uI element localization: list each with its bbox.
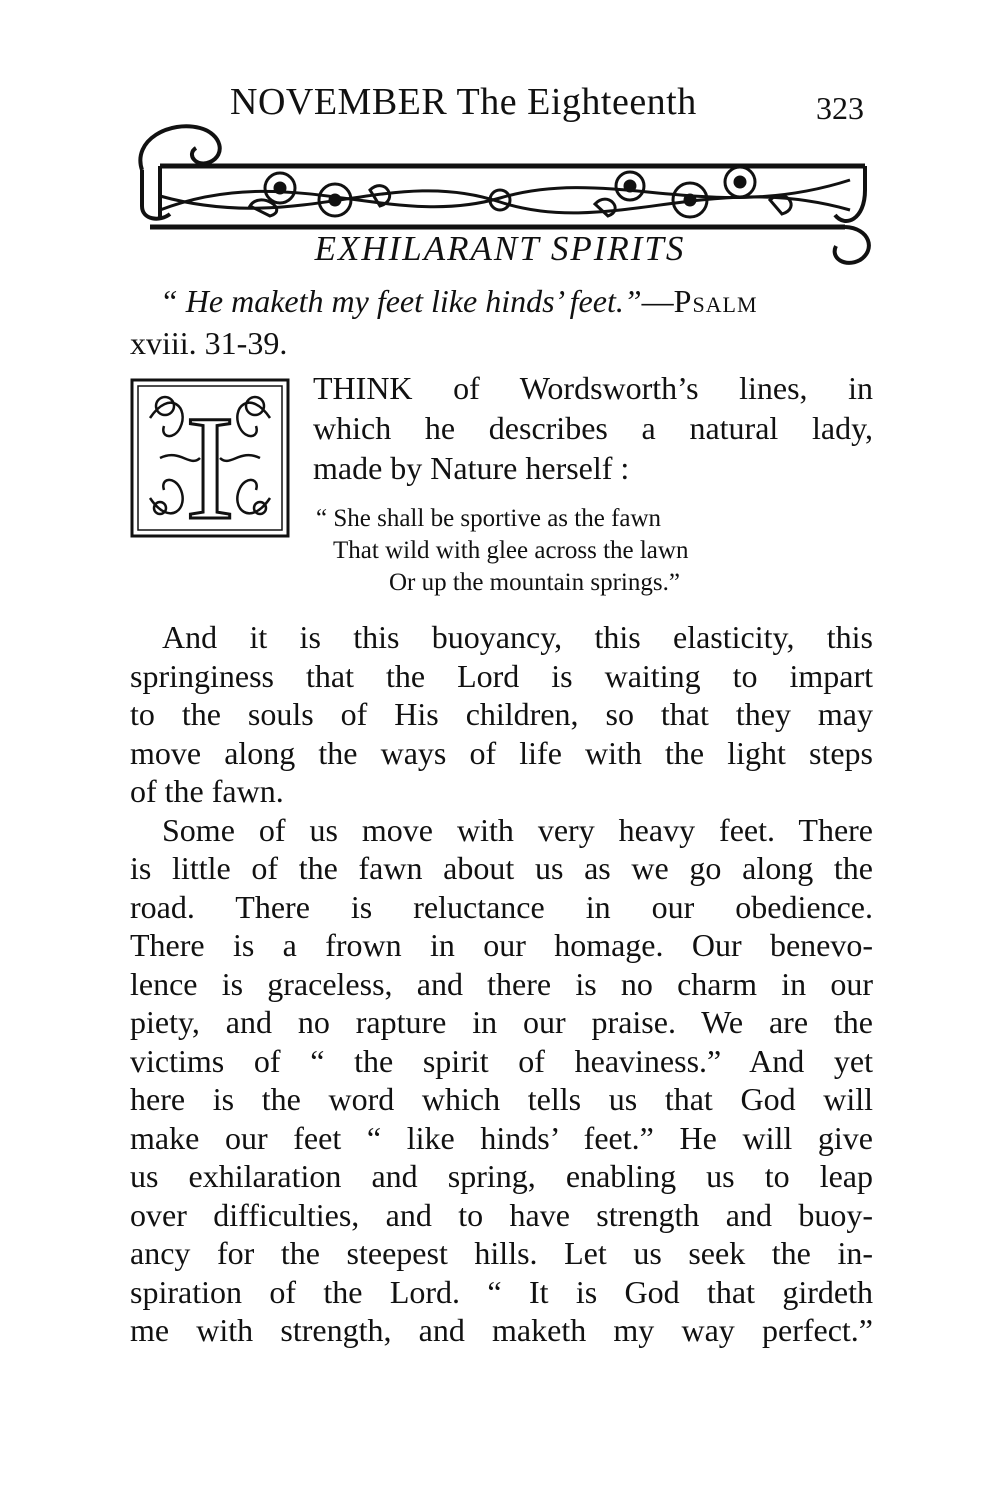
paragraph-1-line: move along the ways of life with the light steps: [130, 734, 873, 771]
paragraph-2-line: us exhilaration and spring, enabling us to leap: [130, 1158, 873, 1194]
paragraph-2-line: Some of us move with very heavy feet. There: [162, 811, 873, 848]
paragraph-2-line: me with strength, and maketh my way perfect.”: [130, 1312, 873, 1348]
epigraph-line-1: [130, 280, 875, 322]
poem-quotation: [313, 503, 873, 599]
body-text: [130, 618, 873, 1350]
paragraph-1-line: to the souls of His children, so that they may: [130, 696, 873, 732]
epigraph-quote: “ He maketh my feet like hinds’ feet.”: [160, 283, 642, 319]
intro-line: THINK of Wordsworth’s lines, in: [313, 370, 873, 406]
paragraph-2-line: road. There is reluctance in our obedience.: [130, 888, 873, 925]
epigraph: [130, 280, 875, 364]
paragraph-2-line: piety, and no rapture in our praise. We are the: [130, 1004, 873, 1040]
decorated-drop-cap: [130, 378, 290, 538]
paragraph-2-line: is little of the fawn about us as we go along the: [130, 850, 873, 886]
chapter-title: EXHILARANT SPIRITS: [314, 229, 686, 268]
paragraph-2-line: victims of “ the spirit of heaviness.” And yet: [130, 1042, 873, 1079]
paragraph-2-line: make our feet “ like hinds’ feet.” He will give: [130, 1119, 873, 1156]
paragraph-2-line: lence is graceless, and there is no charm in our: [130, 965, 873, 1002]
intro-paragraph: [313, 368, 873, 488]
paragraph-2-line: spiration of the Lord. “ It is God that girdeth: [130, 1273, 873, 1310]
poem-line: That wild with glee across the lawn: [333, 537, 689, 564]
paragraph-1-line: And it is this buoyancy, this elasticity, this: [162, 619, 873, 655]
intro-line: made by Nature herself :: [313, 450, 630, 486]
poem-line: “ She shall be sportive as the fawn: [316, 505, 662, 532]
paragraph-2-line: here is the word which tells us that God will: [130, 1081, 873, 1117]
intro-line: which he describes a natural lady,: [313, 410, 873, 446]
poem-line: Or up the mountain springs.”: [389, 569, 680, 596]
epigraph-dash: —: [641, 283, 674, 319]
paragraph-1-line: of the fawn.: [130, 773, 284, 809]
drop-cap-letter: I: [185, 385, 235, 538]
epigraph-reference: Psalm: [673, 283, 758, 319]
epigraph-reference-verses: xviii. 31-39.: [130, 325, 288, 361]
paragraph-2-line: ancy for the steepest hills. Let us seek the in-: [130, 1235, 873, 1271]
page-header: [130, 80, 875, 230]
running-title: NOVEMBER The Eighteenth: [230, 81, 697, 123]
page-number: 323: [816, 90, 864, 126]
paragraph-1-line: springiness that the Lord is waiting to impart: [130, 657, 873, 694]
paragraph-2-line: There is a frown in our homage. Our benevo-: [130, 927, 873, 963]
paragraph-2-line: over difficulties, and to have strength and buoy-: [130, 1196, 873, 1233]
